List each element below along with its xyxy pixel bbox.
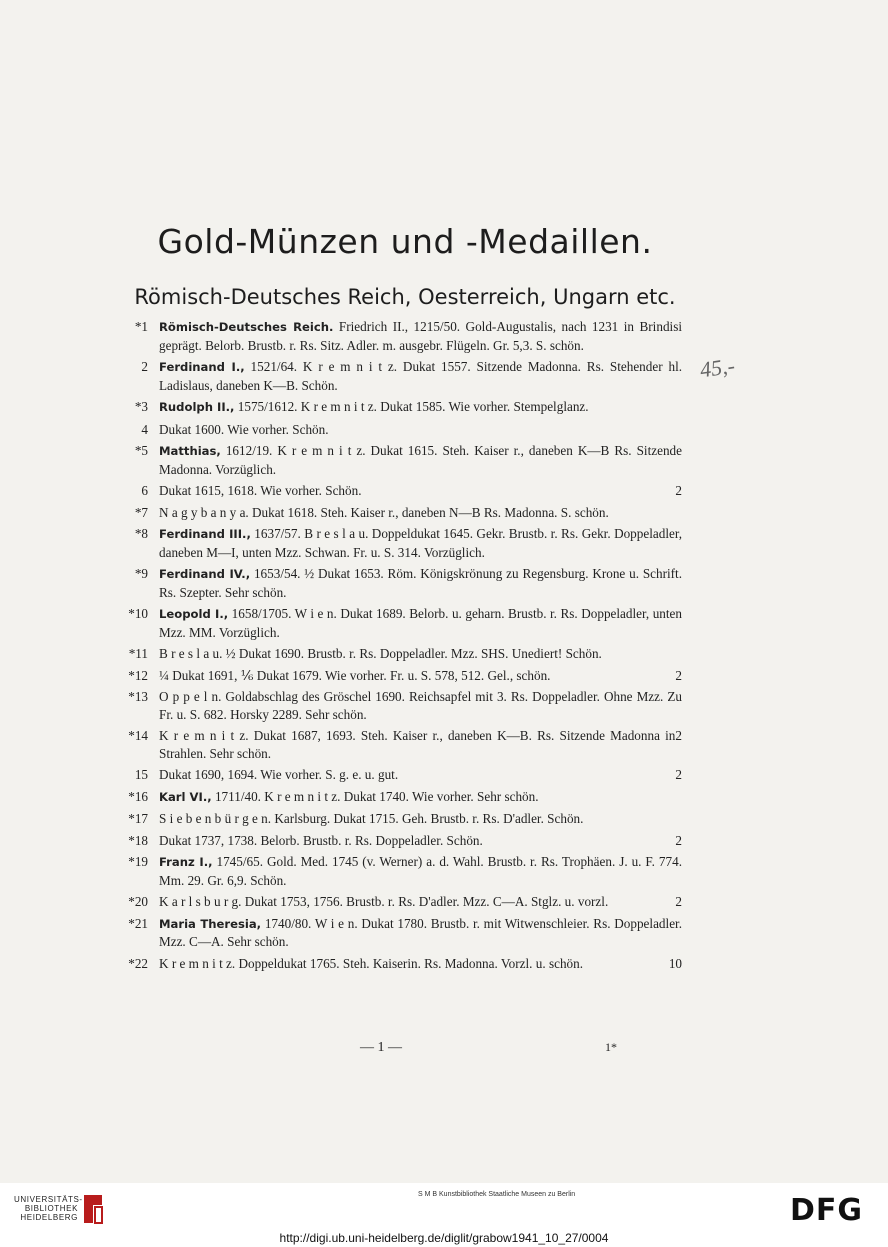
entry-number: *18 (128, 832, 148, 848)
entry-description (159, 688, 682, 723)
catalog-entry (112, 398, 682, 417)
entry-text: 1521/64. K r e m n i t z. Dukat 1557. Sitzende Madonna. Rs. Stehender hl. Ladislaus, daneben K—B. Schön. (159, 359, 683, 393)
page-title: Gold-Münzen und -Medaillen. (157, 222, 653, 261)
source-url[interactable]: http://digi.ub.uni-heidelberg.de/diglit/grabow1941_10_27/0004 (279, 1231, 609, 1245)
catalog-entry (112, 853, 682, 889)
entry-text: O p p e l n. Goldabschlag des Gröschel 1690. Reichsapfel mit 3. Rs. Doppeladler. Ohne Mzz. Zu Fr. u. S. 682. Horsky 2289. Sehr schön. (159, 689, 682, 722)
entry-list (112, 318, 682, 976)
entry-text: 1745/65. Gold. Med. 1745 (v. Werner) a. d. Wahl. Brustb. r. Rs. Trophäen. J. u. F. 774. Mm. 29. Gr. 6,9. Schön. (159, 854, 682, 888)
catalog-entry (112, 421, 682, 439)
entry-description (159, 893, 682, 911)
entry-piece-count: 2 (675, 767, 682, 782)
catalog-entry (112, 318, 682, 354)
smb-label: S M B Kunstbibliothek Staatliche Museen zu Berlin (418, 1191, 576, 1198)
entry-text: 1658/1705. W i e n. Dukat 1689. Belorb. u. geharn. Brustb. r. Rs. Doppeladler, unten Mzz. MM. Vorzüglich. (159, 606, 682, 640)
catalog-entry (112, 442, 682, 478)
entry-number: 2 (141, 359, 148, 374)
entry-text: Friedrich II., 1215/50. Gold-Augustalis, nach 1231 in Brindisi geprägt. Belorb. Brustb. r. Rs. Sitz. Adler. m. ausgebr. Flügeln. Gr. 5,3. S. schön. (159, 319, 682, 353)
entry-number: *9 (134, 566, 148, 581)
entry-number: *8 (134, 526, 148, 541)
entry-description (159, 645, 682, 663)
entry-text: K a r l s b u r g. Dukat 1753, 1756. Brustb. r. Rs. D'adler. Mzz. C—A. Stglz. u. vorzl. (159, 894, 609, 909)
entry-ruler: Matthias, (159, 444, 221, 458)
entry-description (159, 421, 682, 439)
entry-description (159, 565, 682, 601)
handwritten-annotation: 45,- (698, 352, 737, 383)
catalog-entry (112, 645, 682, 663)
entry-text: 1740/80. W i e n. Dukat 1780. Brustb. r. mit Witwenschleier. Rs. Doppeladler. Mzz. C—A. Sehr schön. (159, 915, 683, 949)
entry-description (159, 482, 682, 500)
catalog-entry (112, 955, 682, 973)
university-logo-icon (82, 1193, 104, 1225)
entry-ruler: Ferdinand IV., (159, 567, 251, 581)
entry-text: K r e m n i t z. Doppeldukat 1765. Steh. Kaiserin. Rs. Madonna. Vorzl. u. schön. (159, 955, 584, 971)
entry-description (159, 398, 682, 417)
digitization-footer (0, 1183, 888, 1247)
university-library-label[interactable]: UNIVERSITÄTS- BIBLIOTHEK HEIDELBERG (14, 1195, 83, 1222)
entry-number: *14 (128, 728, 148, 743)
catalog-entry (112, 525, 682, 561)
entry-description (159, 832, 682, 850)
signature-mark: 1* (605, 1040, 617, 1054)
catalog-entry (112, 727, 682, 762)
catalog-entry (112, 832, 682, 850)
catalog-entry (112, 667, 682, 685)
entry-piece-count: 2 (675, 728, 682, 743)
entry-piece-count: 2 (675, 832, 682, 848)
entry-description (159, 915, 682, 951)
entry-text: S i e b e n b ü r g e n. Karlsburg. Dukat 1715. Geh. Brustb. r. Rs. D'adler. Schön. (159, 811, 584, 826)
entry-description (159, 525, 682, 561)
entry-text: Dukat 1600. Wie vorher. Schön. (159, 421, 329, 437)
entry-number: *19 (128, 854, 148, 869)
entry-text: 1711/40. K r e m n i t z. Dukat 1740. Wie vorher. Sehr schön. (214, 788, 539, 804)
entry-piece-count: 2 (675, 894, 682, 909)
entry-number: *13 (128, 689, 148, 704)
entry-number: *22 (128, 955, 148, 971)
entry-text: 1637/57. B r e s l a u. Doppeldukat 1645. Gekr. Brustb. r. Rs. Gekr. Doppeladler, daneben M—I, unten Mzz. Schwan. Fr. u. S. 314. Vorzüglich. (159, 526, 683, 560)
entry-ruler: Rudolph II., (159, 400, 235, 414)
entry-text: N a g y b a n y a. Dukat 1618. Steh. Kaiser r., daneben N—B Rs. Madonna. S. schön. (159, 504, 609, 520)
catalog-entry (112, 893, 682, 911)
entry-number: 15 (134, 767, 148, 782)
entry-number: *16 (128, 788, 148, 804)
entry-description (159, 358, 682, 394)
entry-text: B r e s l a u. ½ Dukat 1690. Brustb. r. Rs. Doppeladler. Mzz. SHS. Unediert! Schön. (159, 646, 602, 661)
entry-number: *5 (134, 443, 148, 458)
entry-ruler: Leopold I., (159, 607, 229, 621)
entry-description (159, 788, 682, 807)
page-subtitle: Römisch-Deutsches Reich, Oesterreich, Ungarn etc. (134, 285, 676, 309)
entry-number: *3 (134, 399, 148, 414)
catalog-entry (112, 810, 682, 828)
entry-text: Dukat 1737, 1738. Belorb. Brustb. r. Rs. Doppeladler. Schön. (159, 832, 483, 848)
catalog-entry (112, 482, 682, 500)
entry-text: Dukat 1615, 1618. Wie vorher. Schön. (159, 483, 362, 498)
entry-text: Dukat 1690, 1694. Wie vorher. S. g. e. u. gut. (159, 767, 399, 782)
catalog-entry (112, 788, 682, 807)
entry-number: *20 (128, 894, 148, 909)
entry-description (159, 766, 682, 784)
catalog-entry (112, 565, 682, 601)
entry-number: *12 (128, 667, 148, 683)
entry-description (159, 605, 682, 641)
entry-text: ¼ Dukat 1691, ⅙ Dukat 1679. Wie vorher. Fr. u. S. 578, 512. Gel., schön. (159, 667, 551, 683)
catalog-entry (112, 358, 682, 394)
catalog-entry (112, 605, 682, 641)
catalog-entry (112, 504, 682, 522)
entry-ruler: Ferdinand I., (159, 360, 245, 374)
entry-description (159, 810, 682, 828)
entry-ruler: Franz I., (159, 855, 213, 869)
entry-ruler: Ferdinand III., (159, 527, 251, 541)
entry-number: *17 (128, 811, 148, 826)
entry-text: 1612/19. K r e m n i t z. Dukat 1615. Steh. Kaiser r., daneben K—B Rs. Sitzende Madonna. Vorzüglich. (159, 443, 683, 477)
entry-description (159, 504, 682, 522)
entry-text: 1653/54. ½ Dukat 1653. Röm. Königskrönung zu Regensburg. Krone u. Schrift. Rs. Szepter. Sehr schön. (159, 566, 683, 600)
dfg-logo[interactable]: DFG (790, 1193, 864, 1228)
entry-number: *21 (128, 915, 148, 931)
entry-description (159, 955, 682, 973)
entry-number: *11 (128, 646, 148, 661)
catalog-entry (112, 915, 682, 951)
entry-text: 1575/1612. K r e m n i t z. Dukat 1585. Wie vorher. Stempelglanz. (237, 399, 589, 414)
entry-number: *1 (134, 319, 148, 334)
entry-description (159, 853, 682, 889)
entry-text: K r e m n i t z. Dukat 1687, 1693. Steh. Kaiser r., daneben K—B. Rs. Sitzende Madonna in Strahlen. Sehr schön. (159, 728, 676, 761)
catalog-entry (112, 688, 682, 723)
entry-ruler: Römisch-Deutsches Reich. (159, 320, 334, 334)
entry-ruler: Karl VI., (159, 789, 212, 804)
entry-piece-count: 2 (675, 483, 682, 498)
entry-piece-count: 2 (675, 667, 682, 683)
entry-description (159, 727, 682, 762)
page-number: — 1 — (360, 1040, 402, 1055)
entry-description (159, 442, 682, 478)
catalog-entry (112, 766, 682, 784)
entry-description (159, 318, 682, 354)
entry-number: *7 (134, 504, 148, 520)
entry-piece-count: 10 (668, 955, 682, 971)
entry-description (159, 667, 682, 685)
entry-number: *10 (128, 606, 148, 621)
entry-ruler: Maria Theresia, (159, 916, 262, 931)
entry-number: 6 (141, 483, 148, 498)
entry-number: 4 (141, 421, 148, 437)
